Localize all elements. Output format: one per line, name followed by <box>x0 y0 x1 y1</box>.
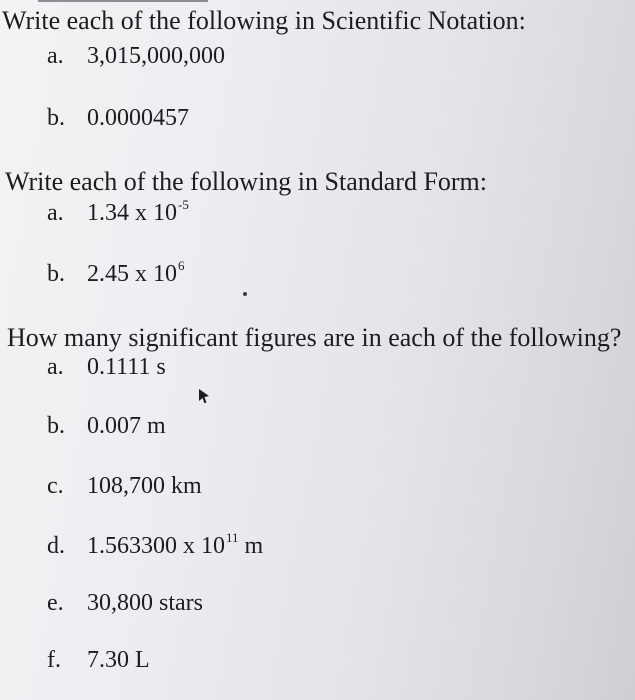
item-letter: a. <box>47 354 64 380</box>
question-item <box>47 197 189 226</box>
question-item <box>47 648 150 672</box>
item-base: 2.45 x 10 <box>87 261 177 287</box>
item-text: 108,700 km <box>87 473 202 499</box>
item-letter: b. <box>47 105 65 131</box>
question-item <box>47 474 202 498</box>
item-letter: e. <box>47 590 64 616</box>
stray-mark <box>243 292 247 296</box>
item-exponent: -5 <box>178 197 189 212</box>
item-base: 1.563300 x 10 <box>87 533 225 559</box>
item-letter: d. <box>47 533 65 559</box>
question-item <box>47 530 264 559</box>
item-letter: a. <box>47 200 64 226</box>
question-item <box>47 44 225 68</box>
item-unit: m <box>238 533 264 559</box>
item-text: 7.30 L <box>87 647 150 673</box>
item-text: 3,015,000,000 <box>87 43 225 69</box>
item-letter: b. <box>47 261 65 287</box>
question-item <box>47 258 185 287</box>
section-heading-standard-form: Write each of the following in Standard Form: <box>5 167 488 196</box>
item-letter: b. <box>47 413 65 439</box>
item-text: 0.007 m <box>87 413 166 439</box>
item-letter: c. <box>47 473 64 499</box>
item-exponent: 6 <box>178 258 185 273</box>
mouse-pointer-icon <box>196 387 212 405</box>
item-letter: a. <box>47 43 64 69</box>
item-text <box>87 258 185 287</box>
item-text <box>87 530 264 559</box>
item-letter: f. <box>47 647 61 673</box>
top-rule <box>38 0 208 2</box>
item-text: 0.0000457 <box>87 105 189 131</box>
item-text <box>87 197 189 226</box>
question-item <box>47 414 166 438</box>
question-item <box>47 106 189 130</box>
item-base: 1.34 x 10 <box>87 200 177 226</box>
item-exponent: 11 <box>226 530 239 545</box>
question-item <box>47 355 166 379</box>
item-text: 0.1111 s <box>87 354 166 380</box>
section-heading-scientific-notation: Write each of the following in Scientific Notation: <box>2 6 526 35</box>
question-item <box>47 591 203 615</box>
item-text: 30,800 stars <box>87 590 203 616</box>
section-heading-significant-figures: How many significant figures are in each of the following? <box>7 323 622 352</box>
